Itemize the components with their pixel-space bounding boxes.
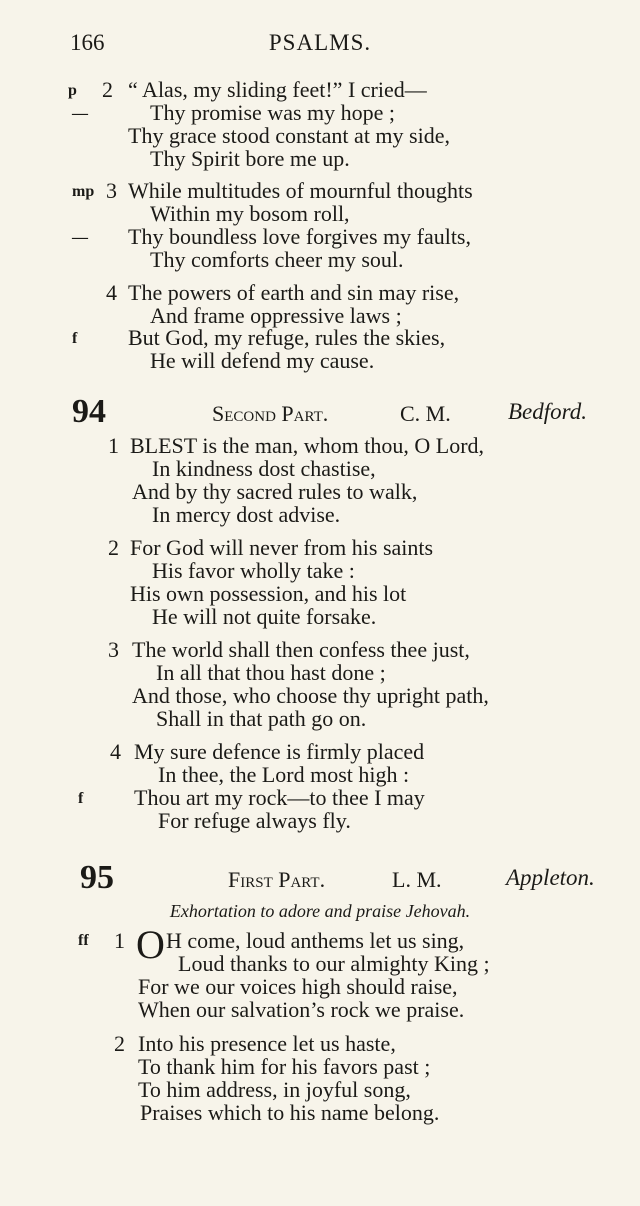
verse-line: Thy comforts cheer my soul. (150, 247, 404, 272)
verse-line: Within my bosom roll, (150, 201, 350, 226)
verse-line: For refuge always fly. (158, 808, 351, 833)
verse-line: His favor wholly take : (152, 558, 355, 583)
verse-line: In mercy dost advise. (152, 502, 341, 527)
verse-line: BLEST is the man, whom thou, O Lord, (130, 433, 485, 458)
verse-line: In thee, the Lord most high : (158, 762, 410, 787)
verse-line: Into his presence let us haste, (138, 1031, 396, 1056)
verse-line: To thank him for his favors past ; (138, 1054, 431, 1079)
verse-number: 2 (108, 535, 119, 560)
verse-line: While multitudes of mournful thoughts (128, 178, 473, 203)
verse-line: The powers of earth and sin may rise, (128, 280, 460, 305)
psalm-meter: L. M. (392, 867, 442, 892)
verse-line: Thy boundless love forgives my faults, (128, 224, 471, 249)
verse-number: 1 (108, 433, 119, 458)
verse-line: Praises which to his name belong. (140, 1100, 440, 1125)
verse-line: And by thy sacred rules to walk, (132, 479, 418, 504)
verse-line: And frame oppressive laws ; (150, 303, 402, 328)
psalm-part: First Part. (228, 867, 326, 892)
verse-line: But God, my refuge, rules the skies, (128, 325, 446, 350)
tune-name: Bedford. (508, 399, 587, 424)
verse-number: 1 (114, 928, 125, 953)
verse-line: H come, loud anthems let us sing, (166, 928, 465, 953)
verse-line: The world shall then confess thee just, (132, 637, 470, 662)
verse-line: For we our voices high should raise, (138, 974, 458, 999)
verse-line: Thou art my rock—to thee I may (134, 785, 425, 810)
verse-line: My sure defence is firmly placed (134, 739, 425, 764)
tune-name: Appleton. (506, 865, 595, 890)
dynamic-mark: — (72, 105, 88, 122)
verse-line: He will defend my cause. (150, 348, 375, 373)
dynamic-mark: ff (78, 932, 89, 949)
running-head (0, 30, 640, 60)
verse-line: For God will never from his saints (130, 535, 434, 560)
dynamic-mark: mp (72, 183, 95, 200)
page-number: 166 (70, 30, 105, 55)
dynamic-mark: f (72, 330, 78, 347)
drop-cap: O (136, 922, 165, 967)
verse-line: He will not quite forsake. (152, 604, 377, 629)
dynamic-mark: — (72, 229, 88, 246)
verse-line: Thy promise was my hope ; (150, 100, 396, 125)
psalm-subtitle: Exhortation to adore and praise Jehovah. (169, 901, 471, 921)
verse-number: 3 (106, 178, 117, 203)
verse-line: Thy grace stood constant at my side, (128, 123, 450, 148)
verse-line: His own possession, and his lot (130, 581, 407, 606)
verse-line: And those, who choose thy upright path, (132, 683, 489, 708)
verse-line: When our salvation’s rock we praise. (138, 997, 465, 1022)
verse-line: Shall in that path go on. (156, 706, 367, 731)
verse-line: Loud thanks to our almighty King ; (178, 951, 490, 976)
dynamic-mark: f (78, 790, 84, 807)
dynamic-mark: p (68, 82, 77, 99)
page-title: PSALMS. (268, 30, 372, 55)
verse-line: In kindness dost chastise, (152, 456, 376, 481)
verse-number: 2 (102, 77, 113, 102)
verse-line: Thy Spirit bore me up. (150, 146, 350, 171)
psalm-number: 94 (72, 393, 106, 430)
verse-line: “ Alas, my sliding feet!” I cried— (128, 77, 427, 102)
verse-line: In all that thou hast done ; (156, 660, 386, 685)
verse-line: To him address, in joyful song, (138, 1077, 411, 1102)
psalm-number: 95 (80, 859, 114, 896)
verse-number: 4 (106, 280, 117, 305)
psalm-part: Second Part. (212, 401, 329, 426)
verse-number: 4 (110, 739, 121, 764)
verse-number: 3 (108, 637, 119, 662)
verse-number: 2 (114, 1031, 125, 1056)
psalm-meter: C. M. (400, 401, 451, 426)
